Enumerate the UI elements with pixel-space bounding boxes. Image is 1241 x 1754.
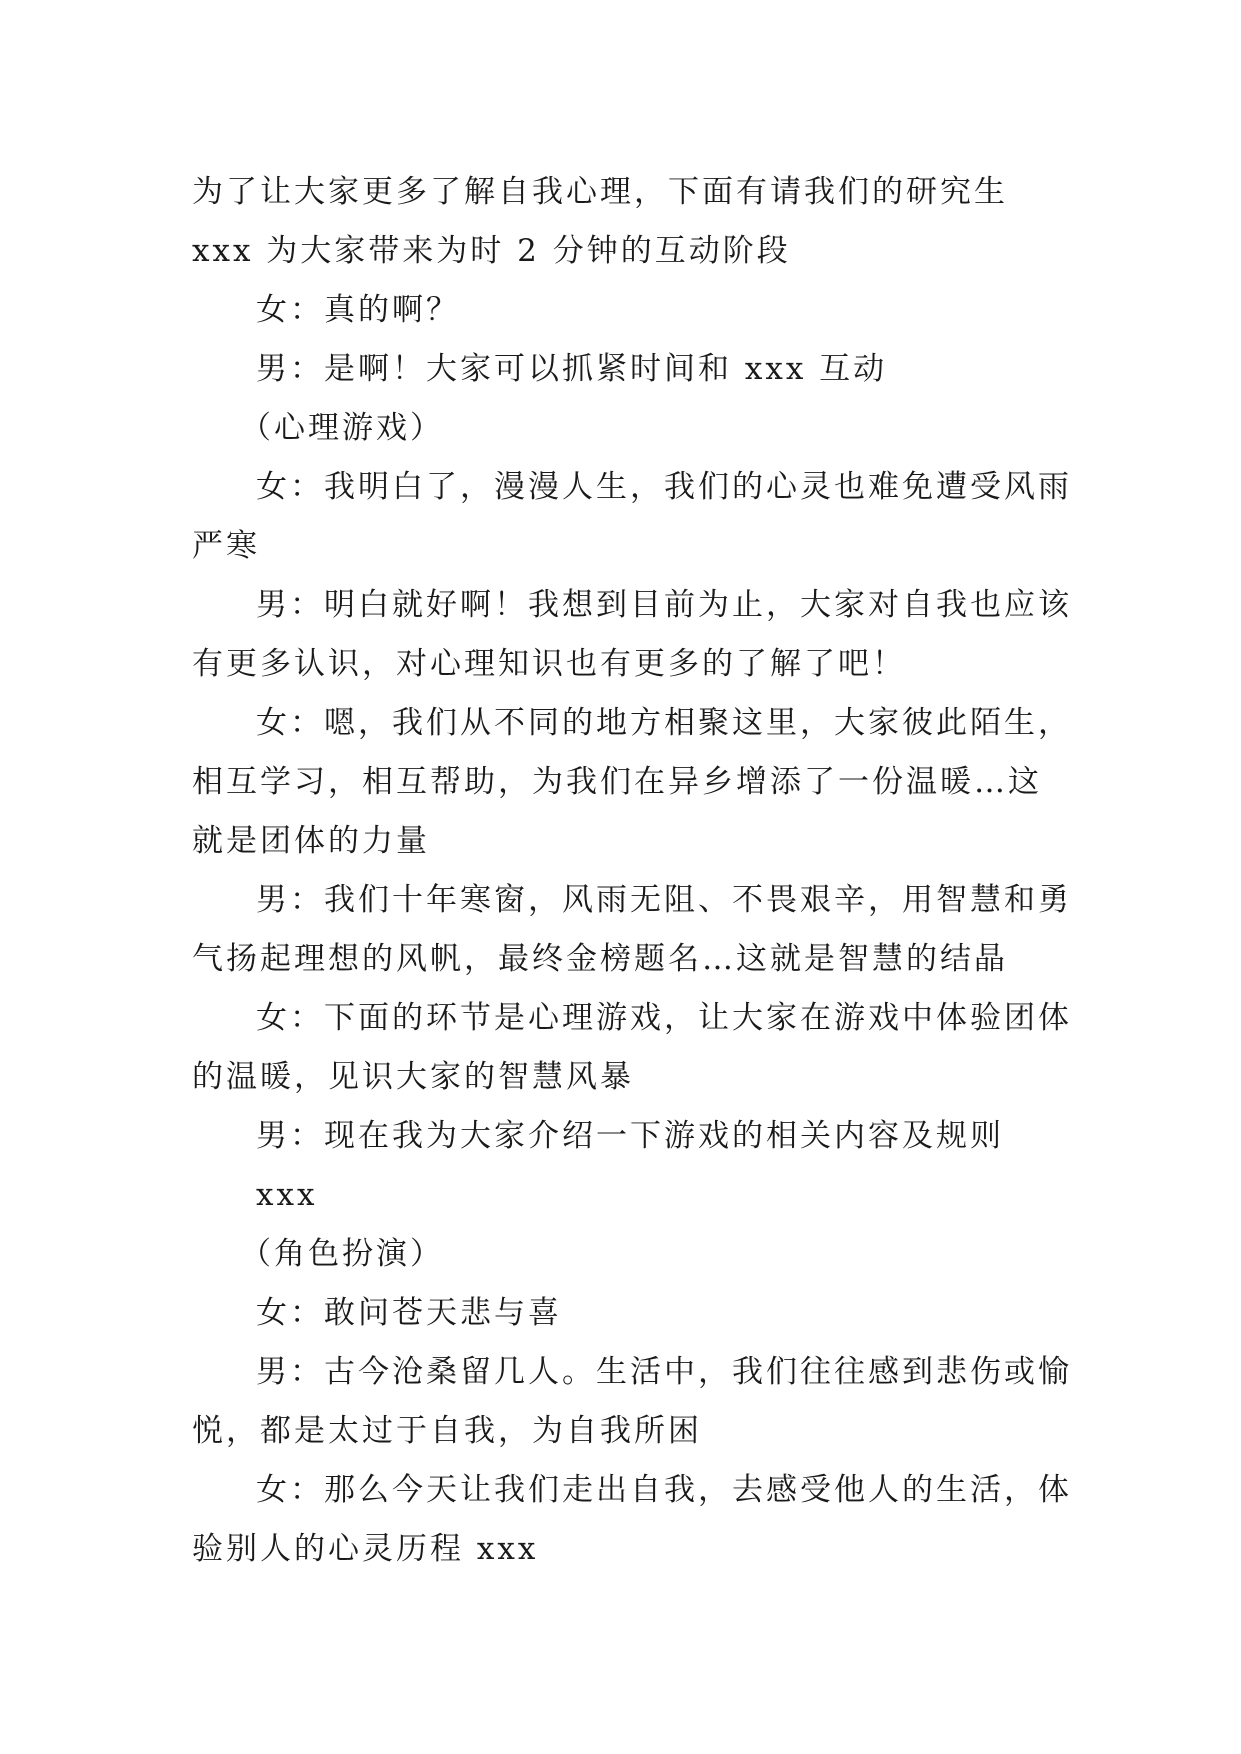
paragraph-dialogue: 女：敢问苍天悲与喜 (256, 1295, 562, 1331)
paragraph-dialogue: 女：那么今天让我们走出自我，去感受他人的生活，体验别人的心灵历程 xxx (192, 1472, 1072, 1567)
paragraph-dialogue: 女：下面的环节是心理游戏，让大家在游戏中体验团体的温暖，见识大家的智慧风暴 (192, 1000, 1072, 1095)
paragraph-dialogue: 男：古今沧桑留几人。生活中，我们往往感到悲伤或愉悦，都是太过于自我，为自我所困 (192, 1354, 1072, 1449)
paragraph-stage-direction: （角色扮演） (240, 1236, 444, 1272)
paragraph-dialogue: 男：明白就好啊！我想到目前为止，大家对自我也应该有更多认识，对心理知识也有更多的了解了吧！ (192, 587, 1072, 682)
paragraph-dialogue: 男：是啊！大家可以抓紧时间和 xxx 互动 (256, 351, 888, 387)
paragraph-dialogue: 女：我明白了，漫漫人生，我们的心灵也难免遭受风雨严寒 (192, 469, 1072, 564)
paragraph-dialogue: 女：真的啊？ (256, 292, 460, 328)
paragraph-stage-direction: （心理游戏） (240, 410, 444, 446)
paragraph-intro: 为了让大家更多了解自我心理，下面有请我们的研究生 xxx 为大家带来为时 2 分钟的互动阶段 (192, 174, 1008, 269)
paragraph-dialogue: 男：现在我为大家介绍一下游戏的相关内容及规则 (256, 1118, 1004, 1154)
paragraph-dialogue: 男：我们十年寒窗，风雨无阻、不畏艰辛，用智慧和勇气扬起理想的风帆，最终金榜题名…这就是智慧的结晶 (192, 882, 1072, 977)
paragraph-placeholder: xxx (256, 1177, 318, 1213)
document-body (192, 163, 1072, 1579)
paragraph-dialogue: 女：嗯，我们从不同的地方相聚这里，大家彼此陌生，相互学习，相互帮助，为我们在异乡增添了一份温暖…这就是团体的力量 (192, 705, 1072, 859)
